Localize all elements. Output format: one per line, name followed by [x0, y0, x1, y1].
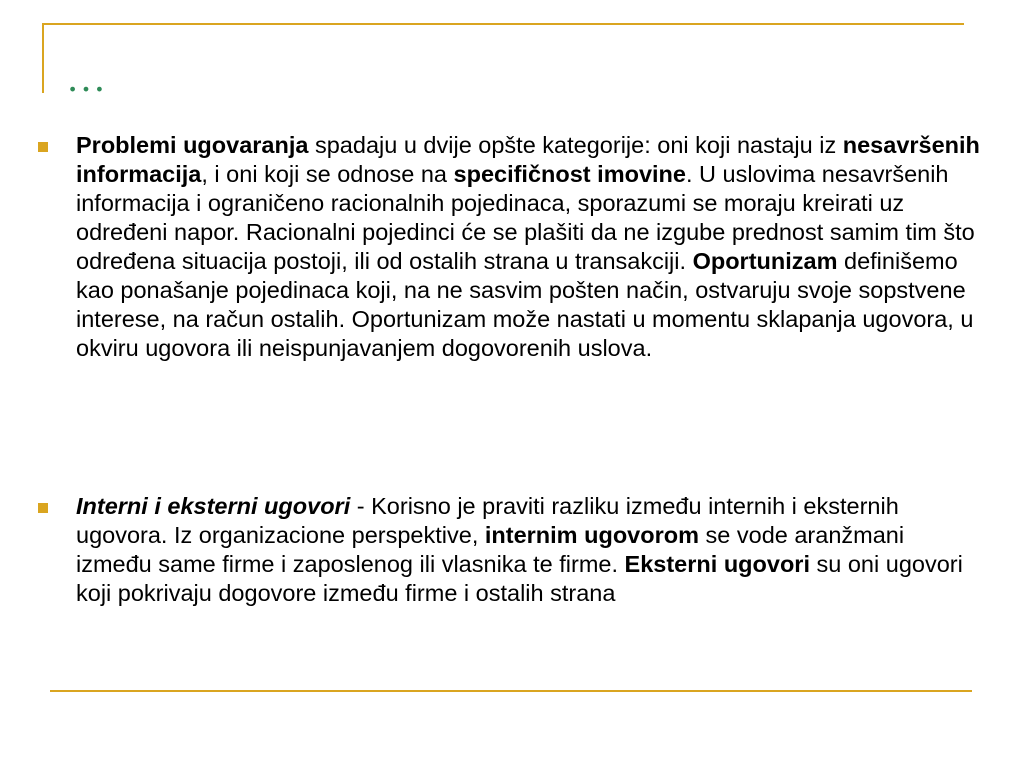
bullet-square-icon — [38, 142, 48, 152]
text-run: spadaju u dvije opšte kategorije: oni koji nastaju iz — [308, 132, 843, 158]
emphasized-term: internim ugovorom — [484, 522, 699, 548]
frame-top-line — [42, 23, 964, 25]
text-run: se vode aranžmani između same firme i zaposlenog ili vlasnika te firme. — [76, 522, 905, 577]
frame-bottom-line — [50, 690, 972, 692]
text-run: definišemo kao ponašanje pojedinaca koji, na ne sasvim pošten način, ostvaruju svoje sopstvene interese, na račun ostalih. Oportunizam može nastati u momentu sklapanja ugovora, u okviru ugovora ili neispunjavanjem dogovorenih uslova. — [76, 248, 974, 361]
slide-title: … — [66, 55, 112, 100]
bullet-text — [76, 492, 986, 608]
text-run: - Korisno je praviti razliku između internih i eksternih ugovora. Iz organizacione perspektive, — [76, 493, 899, 548]
text-run: , i oni koji se odnose na — [201, 161, 454, 187]
emphasized-term: Problemi ugovaranja — [76, 132, 309, 158]
frame-left-line — [42, 23, 44, 93]
emphasized-term: specifičnost imovine — [453, 161, 686, 187]
text-run: su oni ugovori koji pokrivaju dogovore između firme i ostalih strana — [76, 551, 963, 606]
emphasized-term: Interni i eksterni ugovori — [76, 493, 351, 519]
emphasized-term: Oportunizam — [692, 248, 838, 274]
emphasized-term: nesavršenih informacija — [76, 132, 980, 187]
bullet-text — [76, 131, 986, 363]
emphasized-term: Eksterni ugovori — [624, 551, 810, 577]
text-run: . U uslovima nesavršenih informacija i ograničeno racionalnih pojedinaca, sporazumi se moraju kreirati uz određeni napor. Racionalni pojedinci će se plašiti da ne izgube prednost samim tim što određena situacija postoji, ili od ostalih strana u transakciji. — [76, 161, 975, 274]
bullet-square-icon — [38, 503, 48, 513]
